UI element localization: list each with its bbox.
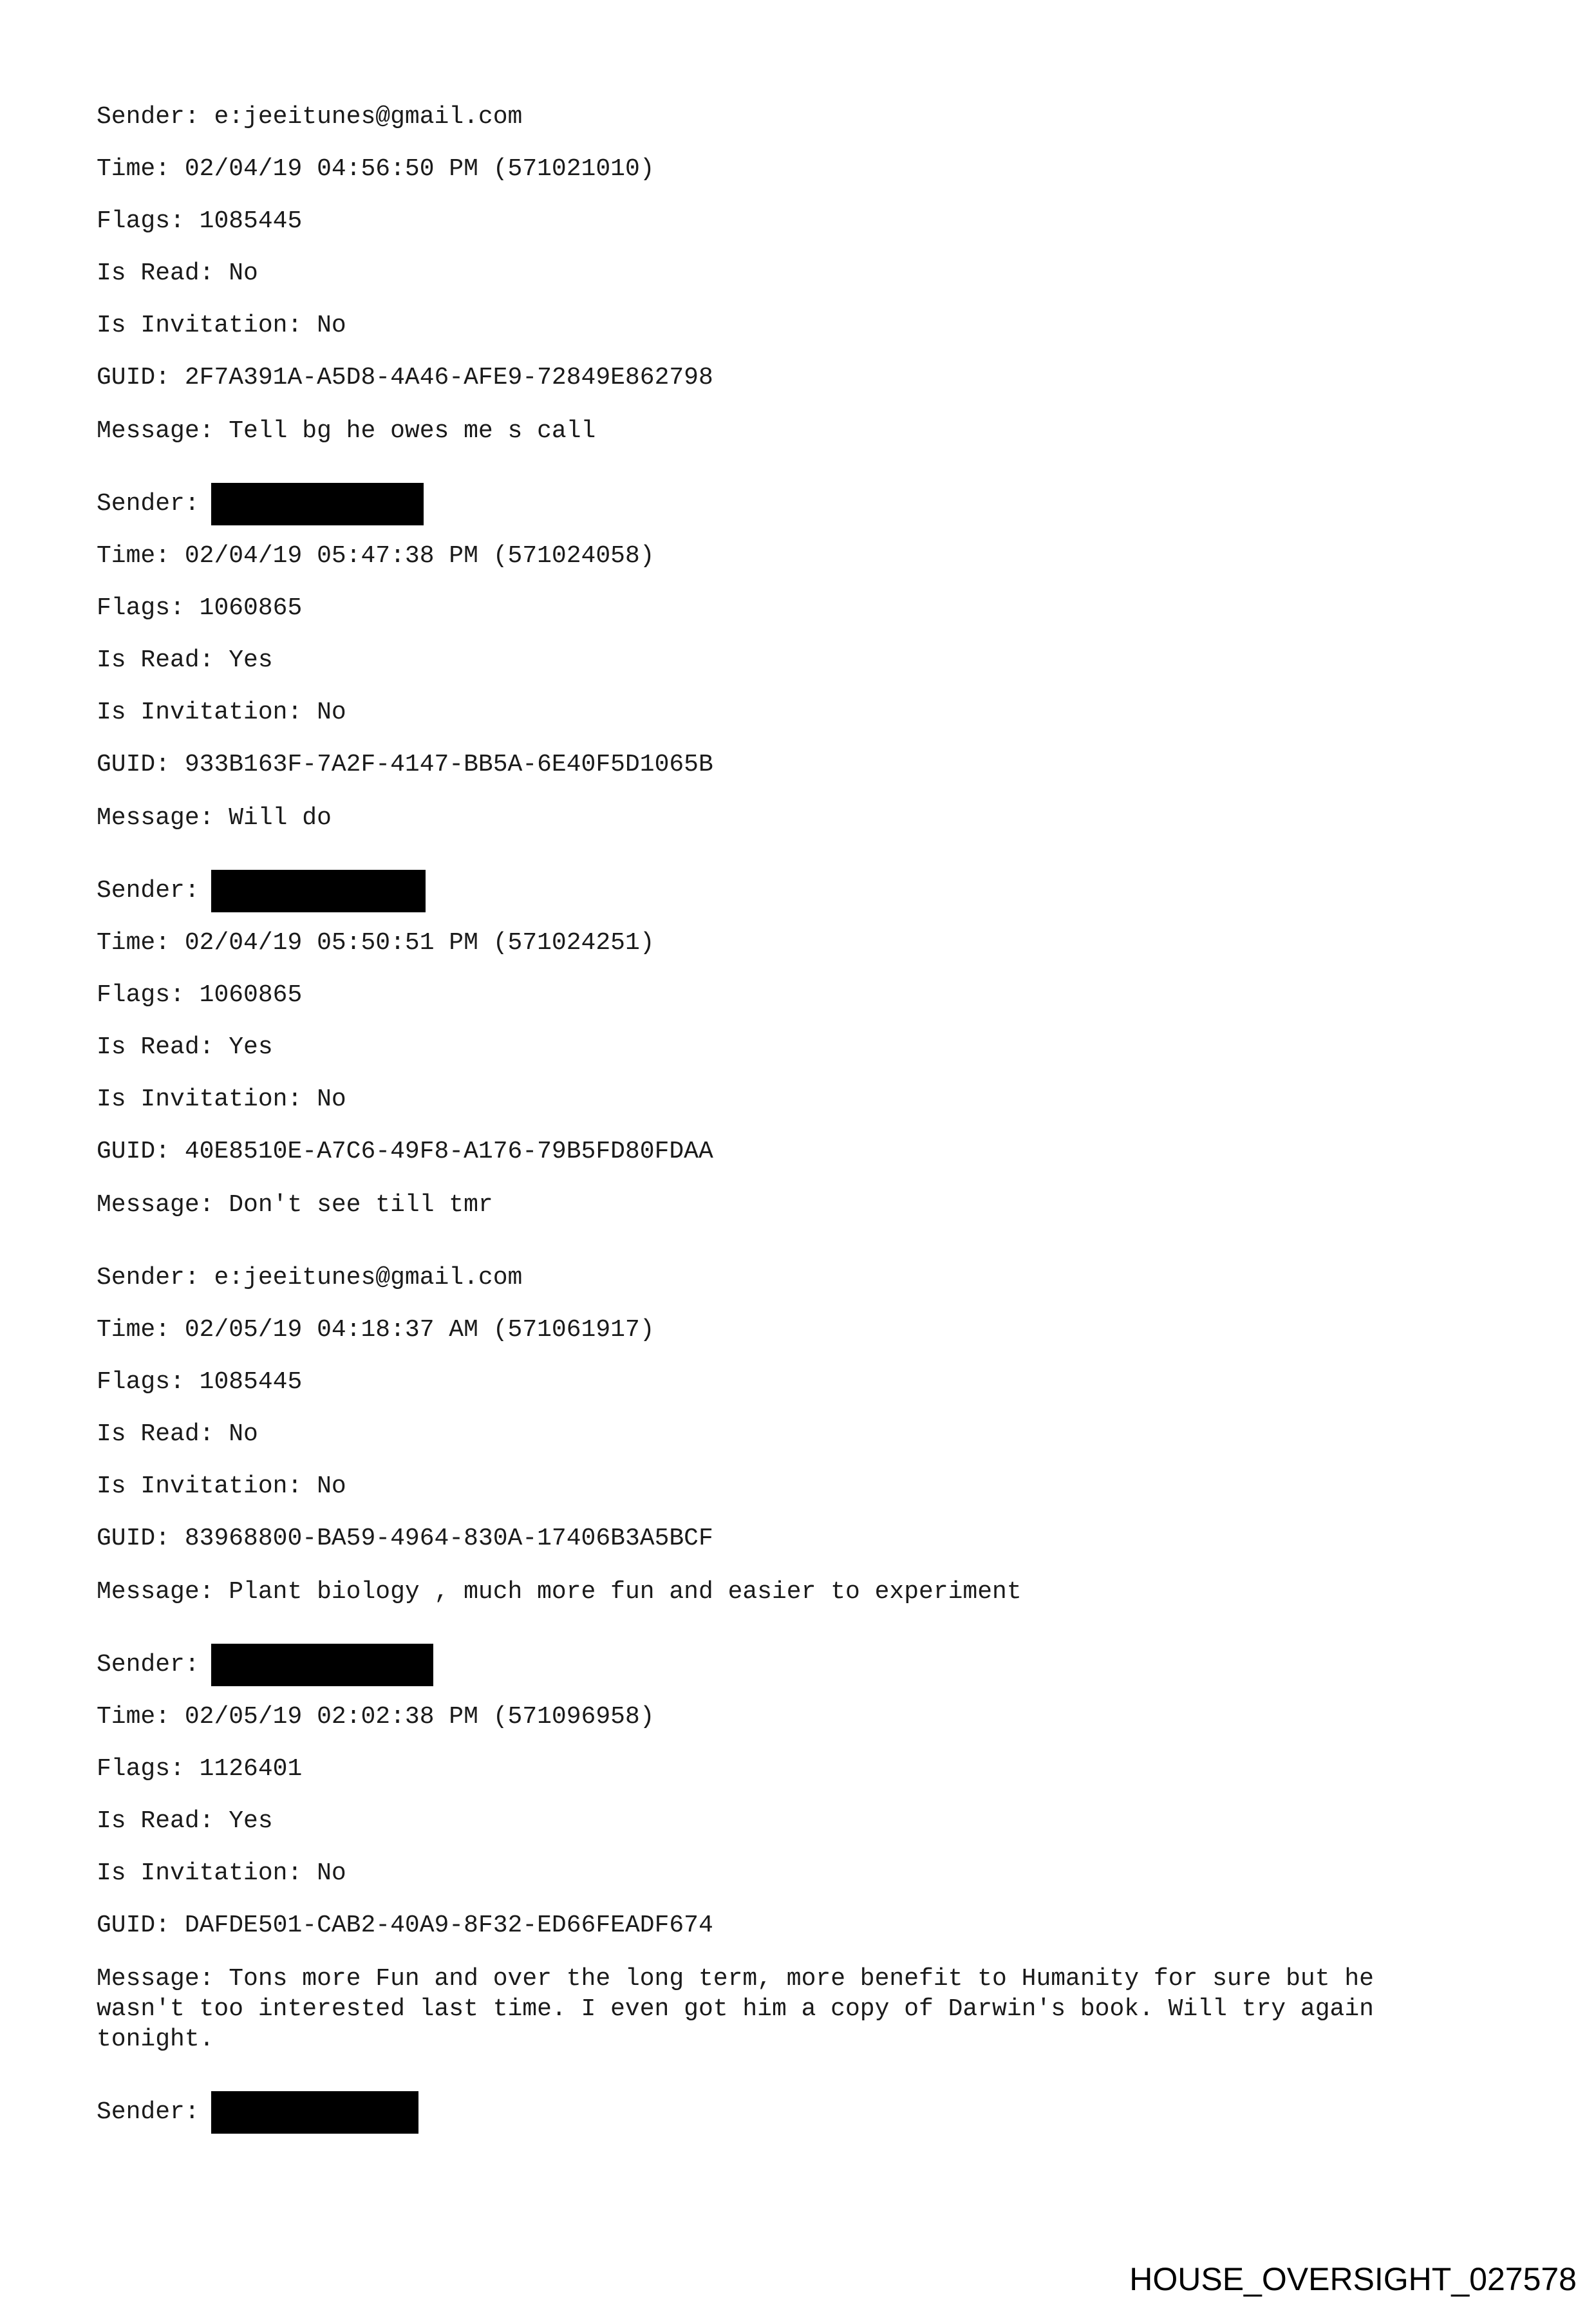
- flags-line: [97, 207, 1513, 236]
- message-value: Don't see till tmr: [229, 1191, 493, 1219]
- is-invitation-label: Is Invitation:: [97, 1859, 303, 1887]
- time-label: Time:: [97, 155, 171, 183]
- guid-line: [97, 364, 1513, 392]
- message-value: Will do: [229, 804, 332, 832]
- message-record: [97, 1651, 1513, 2054]
- redaction-box: [211, 483, 424, 525]
- flags-value: 1085445: [199, 1368, 303, 1396]
- is-read-line: [97, 259, 1513, 288]
- is-invitation-value: No: [317, 1086, 346, 1113]
- message-label: Message:: [97, 1965, 214, 1993]
- guid-label: GUID:: [97, 364, 171, 391]
- is-read-label: Is Read:: [97, 1807, 214, 1835]
- is-read-label: Is Read:: [97, 259, 214, 287]
- message-record: [97, 103, 1513, 446]
- flags-line: [97, 981, 1513, 1010]
- message-label: Message:: [97, 1578, 214, 1606]
- message-record: [97, 877, 1513, 1220]
- guid-line: [97, 1912, 1513, 1940]
- is-read-line: [97, 646, 1513, 675]
- time-line: [97, 542, 1513, 570]
- is-invitation-value: No: [317, 312, 346, 339]
- guid-label: GUID:: [97, 1525, 171, 1552]
- is-read-value: Yes: [229, 646, 273, 674]
- guid-value: 40E8510E-A7C6-49F8-A176-79B5FD80FDAA: [184, 1138, 713, 1165]
- sender-label: Sender:: [97, 2098, 200, 2126]
- time-line: [97, 929, 1513, 957]
- redaction-box: [211, 2091, 418, 2134]
- message-record-partial: [97, 2098, 1513, 2127]
- is-invitation-line: [97, 312, 1513, 340]
- flags-value: 1126401: [199, 1755, 303, 1783]
- is-invitation-label: Is Invitation:: [97, 1086, 303, 1113]
- is-invitation-value: No: [317, 1472, 346, 1500]
- flags-label: Flags:: [97, 981, 185, 1009]
- time-value: 02/05/19 04:18:37 AM (571061917): [184, 1316, 655, 1344]
- sender-label: Sender:: [97, 103, 200, 131]
- flags-line: [97, 1368, 1513, 1396]
- flags-label: Flags:: [97, 594, 185, 622]
- is-read-label: Is Read:: [97, 1420, 214, 1448]
- flags-label: Flags:: [97, 1755, 185, 1783]
- message-line: [97, 1190, 1513, 1220]
- flags-value: 1085445: [199, 207, 303, 235]
- message-label: Message:: [97, 1191, 214, 1219]
- redaction-box: [211, 1644, 433, 1686]
- is-invitation-line: [97, 1859, 1513, 1888]
- guid-line: [97, 1525, 1513, 1553]
- guid-value: 83968800-BA59-4964-830A-17406B3A5BCF: [184, 1525, 713, 1552]
- redaction-box: [211, 870, 426, 912]
- message-line: [97, 803, 1513, 833]
- message-line: [97, 1964, 1513, 2054]
- is-invitation-line: [97, 1472, 1513, 1501]
- time-label: Time:: [97, 1316, 171, 1344]
- guid-label: GUID:: [97, 1138, 171, 1165]
- time-line: [97, 1316, 1513, 1344]
- guid-line: [97, 751, 1513, 779]
- message-record: [97, 490, 1513, 833]
- time-label: Time:: [97, 1703, 171, 1731]
- sender-line: [97, 1264, 1513, 1292]
- message-line: [97, 416, 1513, 446]
- message-label: Message:: [97, 804, 214, 832]
- guid-value: 2F7A391A-A5D8-4A46-AFE9-72849E862798: [184, 364, 713, 391]
- time-label: Time:: [97, 542, 171, 570]
- guid-label: GUID:: [97, 1912, 171, 1939]
- time-value: 02/04/19 05:50:51 PM (571024251): [184, 929, 655, 957]
- message-value: Plant biology , much more fun and easier to experiment: [229, 1578, 1022, 1606]
- sender-line: [97, 1651, 1513, 1679]
- message-log: [97, 103, 1513, 2127]
- flags-value: 1060865: [199, 594, 303, 622]
- guid-label: GUID:: [97, 751, 171, 778]
- is-read-value: No: [229, 1420, 258, 1448]
- sender-value: e:jeeitunes@gmail.com: [214, 103, 523, 131]
- sender-label: Sender:: [97, 1264, 200, 1292]
- bates-number: HOUSE_OVERSIGHT_027578: [1129, 2261, 1577, 2297]
- message-value: Tons more Fun and over the long term, more benefit to Humanity for sure but he wasn't too interested last time. I even got him a copy of Darwin's book. Will try again tonight.: [97, 1965, 1374, 2053]
- is-invitation-line: [97, 1086, 1513, 1114]
- message-record: [97, 1264, 1513, 1607]
- message-line: [97, 1577, 1513, 1607]
- time-value: 02/05/19 02:02:38 PM (571096958): [184, 1703, 655, 1731]
- flags-label: Flags:: [97, 207, 185, 235]
- sender-label: Sender:: [97, 490, 200, 518]
- sender-value: e:jeeitunes@gmail.com: [214, 1264, 523, 1292]
- sender-line: [97, 877, 1513, 905]
- sender-label: Sender:: [97, 877, 200, 905]
- sender-line: [97, 490, 1513, 518]
- time-line: [97, 155, 1513, 183]
- guid-value: 933B163F-7A2F-4147-BB5A-6E40F5D1065B: [184, 751, 713, 778]
- is-read-value: Yes: [229, 1033, 273, 1061]
- flags-label: Flags:: [97, 1368, 185, 1396]
- flags-line: [97, 594, 1513, 623]
- sender-line: [97, 2098, 1513, 2127]
- is-invitation-line: [97, 699, 1513, 727]
- time-value: 02/04/19 04:56:50 PM (571021010): [184, 155, 655, 183]
- is-invitation-value: No: [317, 1859, 346, 1887]
- guid-value: DAFDE501-CAB2-40A9-8F32-ED66FEADF674: [184, 1912, 713, 1939]
- flags-line: [97, 1755, 1513, 1783]
- is-read-line: [97, 1807, 1513, 1836]
- time-value: 02/04/19 05:47:38 PM (571024058): [184, 542, 655, 570]
- guid-line: [97, 1138, 1513, 1166]
- sender-line: [97, 103, 1513, 131]
- is-invitation-label: Is Invitation:: [97, 1472, 303, 1500]
- is-read-label: Is Read:: [97, 1033, 214, 1061]
- is-read-value: No: [229, 259, 258, 287]
- time-label: Time:: [97, 929, 171, 957]
- sender-label: Sender:: [97, 1651, 200, 1678]
- message-label: Message:: [97, 417, 214, 445]
- flags-value: 1060865: [199, 981, 303, 1009]
- is-invitation-value: No: [317, 699, 346, 726]
- is-invitation-label: Is Invitation:: [97, 699, 303, 726]
- message-value: Tell bg he owes me s call: [229, 417, 596, 445]
- is-read-value: Yes: [229, 1807, 273, 1835]
- is-invitation-label: Is Invitation:: [97, 312, 303, 339]
- time-line: [97, 1703, 1513, 1731]
- is-read-line: [97, 1033, 1513, 1062]
- is-read-label: Is Read:: [97, 646, 214, 674]
- is-read-line: [97, 1420, 1513, 1449]
